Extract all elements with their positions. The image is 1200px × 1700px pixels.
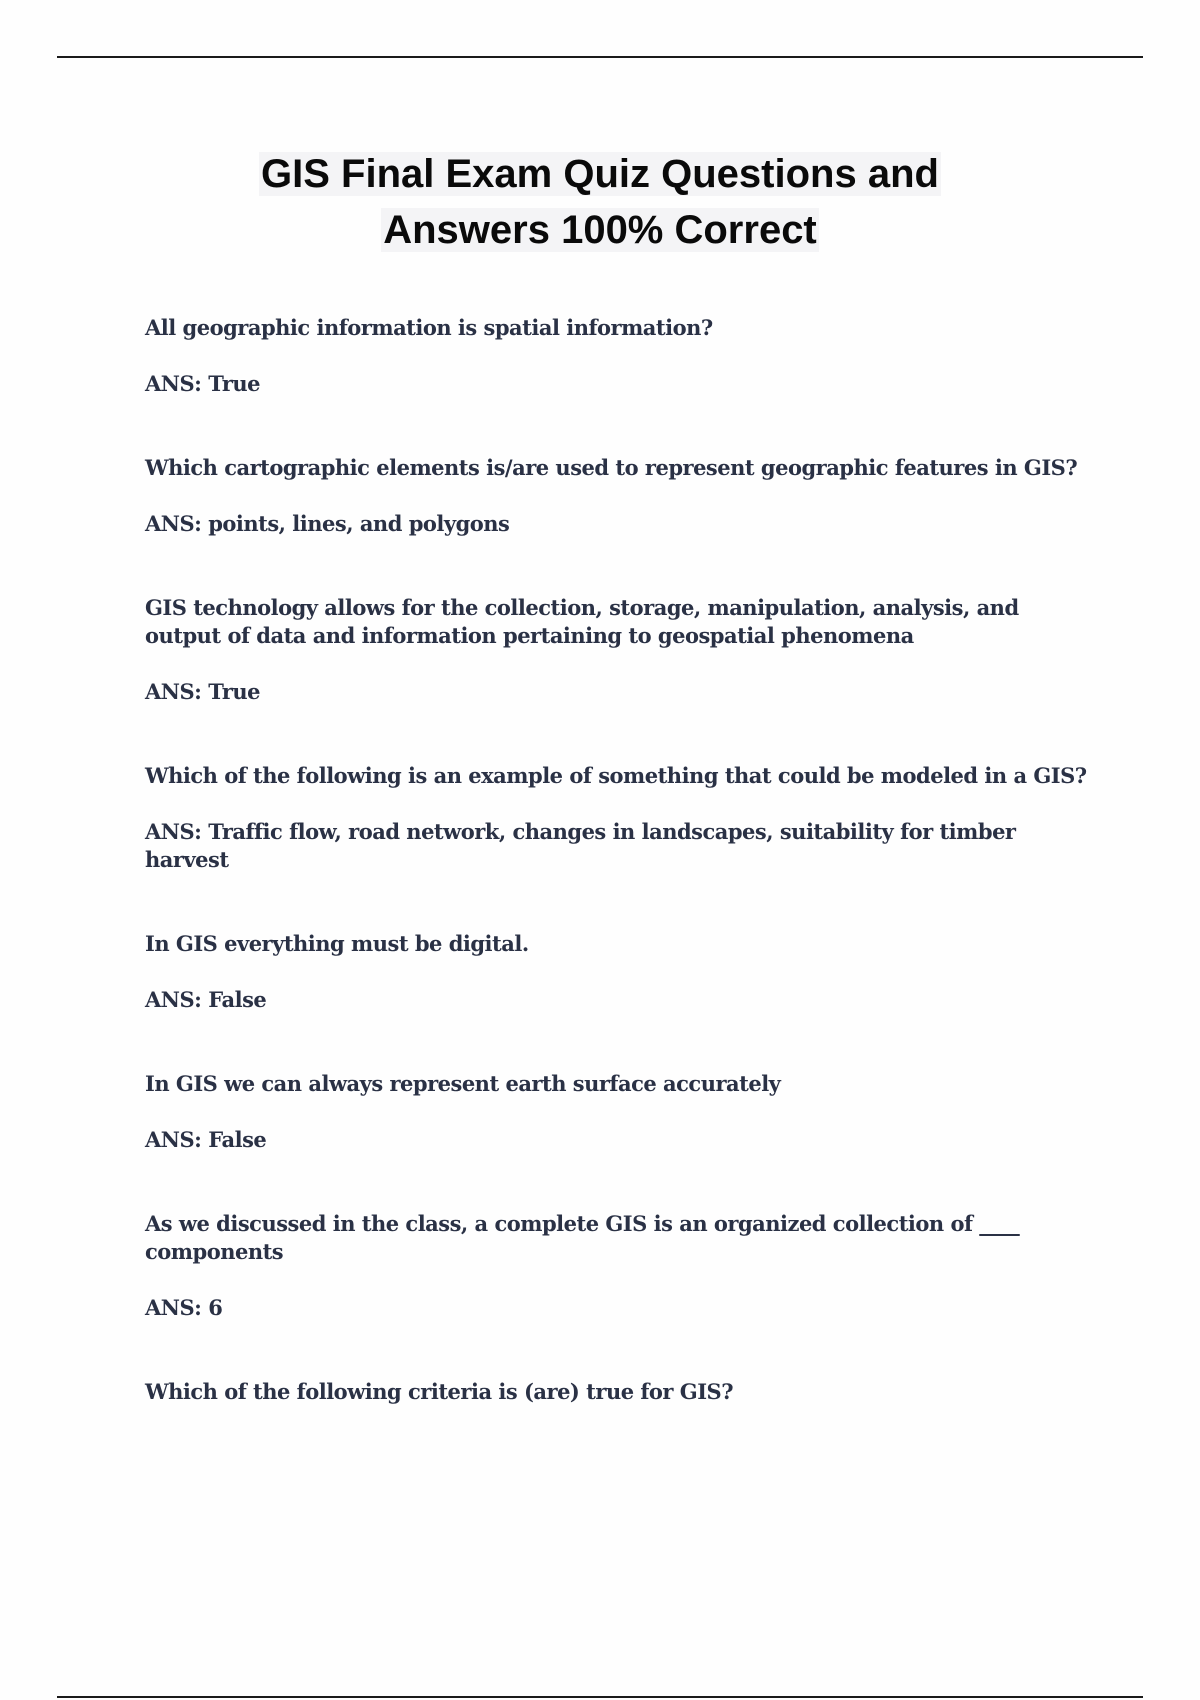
question-3: GIS technology allows for the collection, storage, manipulation, analysis, and output of data and information pertaining to geospatial phenomena: [145, 595, 1019, 648]
qa-item-2: [145, 454, 1095, 538]
header-rule: [57, 56, 1143, 58]
question-5: In GIS everything must be digital.: [145, 931, 529, 956]
footer-rule: [57, 1696, 1143, 1698]
question-2: Which cartographic elements is/are used to represent geographic features in GIS?: [145, 455, 1078, 480]
title-line-1: GIS Final Exam Quiz Questions and: [261, 152, 939, 196]
qa-item-5: [145, 930, 1095, 1014]
qa-item-4: [145, 762, 1095, 874]
qa-item-1: [145, 314, 1095, 398]
qa-item-3: [145, 594, 1095, 706]
answer-4: ANS: Traffic flow, road network, changes in landscapes, suitability for timber harvest: [145, 819, 1016, 872]
answer-6: ANS: False: [145, 1127, 267, 1152]
answer-1: ANS: True: [145, 371, 261, 396]
question-6: In GIS we can always represent earth surface accurately: [145, 1071, 781, 1096]
answer-7: ANS: 6: [145, 1295, 223, 1320]
answer-3: ANS: True: [145, 679, 261, 704]
qa-item-8: [145, 1378, 1095, 1406]
qa-item-7: [145, 1210, 1095, 1322]
question-7: As we discussed in the class, a complete GIS is an organized collection of ____ components: [145, 1211, 1020, 1264]
answer-2: ANS: points, lines, and polygons: [145, 511, 510, 536]
answer-5: ANS: False: [145, 987, 267, 1012]
question-1: All geographic information is spatial information?: [145, 315, 713, 340]
title-line-2: Answers 100% Correct: [383, 208, 817, 252]
qa-list: [145, 314, 1095, 1406]
document-title: [0, 146, 1200, 258]
qa-item-6: [145, 1070, 1095, 1154]
question-4: Which of the following is an example of something that could be modeled in a GIS?: [145, 763, 1087, 788]
question-8: Which of the following criteria is (are) true for GIS?: [145, 1379, 734, 1404]
